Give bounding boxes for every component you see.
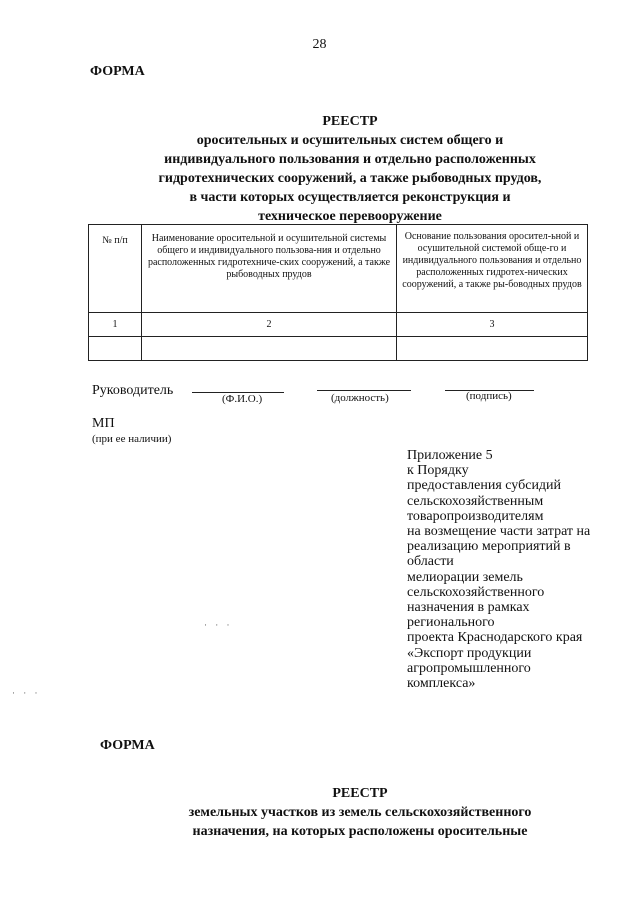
appendix-line: области — [407, 554, 454, 570]
register-table — [88, 224, 588, 361]
stamp-note: (при ее наличии) — [92, 433, 172, 445]
table-row — [89, 313, 588, 337]
scan-speck: · · · — [12, 688, 41, 698]
form-label: ФОРМА — [90, 64, 145, 79]
register-heading: РЕЕСТР — [322, 114, 378, 129]
appendix-line: регионального — [407, 615, 495, 631]
appendix-line: сельскохозяйственным — [407, 493, 544, 509]
header-cell-basis: Основание пользования оросител-ьной и осушительной системой обще-го и индивидуального пользования и отдельно расположенных гидротех-нических сооружений, а также ры-боводных прудов — [397, 225, 588, 313]
register-subtitle-line: назначения, на которых расположены оросительные — [192, 824, 528, 839]
appendix-line: Приложение 5 — [407, 448, 493, 463]
table-header-row — [89, 225, 588, 313]
appendix-line: назначения в рамках — [407, 600, 530, 616]
table-cell — [397, 337, 588, 361]
table-cell — [142, 337, 397, 361]
table-row — [89, 337, 588, 361]
register-subtitle-line: в части которых осуществляется реконструкция и — [189, 190, 511, 205]
table-cell: 2 — [142, 313, 397, 337]
position-line — [317, 389, 411, 391]
signature-caption: (подпись) — [466, 390, 512, 402]
appendix-line: «Экспорт продукции — [407, 645, 532, 661]
register-subtitle-line: индивидуального пользования и отдельно расположенных — [164, 152, 536, 167]
stamp-label: МП — [92, 416, 115, 431]
register-subtitle-line: гидротехнических сооружений, а также рыбоводных прудов, — [158, 171, 542, 186]
register-subtitle-line: техническое перевооружение — [258, 209, 442, 224]
page-number: 28 — [312, 37, 327, 52]
position-caption: (должность) — [331, 392, 389, 404]
appendix-line: к Порядку — [407, 463, 469, 479]
appendix-line: на возмещение части затрат на — [407, 524, 591, 540]
table-cell: 3 — [397, 313, 588, 337]
register-subtitle-line: земельных участков из земель сельскохозяйственного — [188, 805, 532, 820]
form-label: ФОРМА — [100, 738, 155, 753]
appendix-line: реализацию мероприятий в — [407, 539, 571, 555]
appendix-line: предоставления субсидий — [407, 478, 562, 494]
appendix-line: сельскохозяйственного — [407, 584, 545, 600]
head-label: Руководитель — [92, 383, 174, 398]
appendix-line: агропромышленного — [407, 660, 531, 676]
fio-caption: (Ф.И.О.) — [222, 393, 263, 405]
header-cell-name: Наименование оросительной и осушительной системы общего и индивидуального пользова-ния и отдельно расположенных гидротехниче-ских сооружений, а также рыбоводных прудов — [142, 225, 397, 313]
register-title — [100, 112, 600, 226]
appendix-line: комплекса» — [407, 676, 476, 692]
register-heading: РЕЕСТР — [332, 786, 388, 801]
appendix-line: товаропроизводителям — [407, 508, 544, 524]
register-subtitle-line: оросительных и осушительных систем общего и — [196, 133, 504, 148]
appendix-block — [407, 448, 619, 691]
scan-speck: · · · — [204, 620, 233, 630]
register-title — [110, 784, 610, 841]
appendix-line: мелиорации земель — [407, 569, 523, 585]
header-cell-number: № п/п — [89, 225, 142, 313]
table-cell: 1 — [89, 313, 142, 337]
appendix-line: проекта Краснодарского края — [407, 630, 583, 646]
table-cell — [89, 337, 142, 361]
